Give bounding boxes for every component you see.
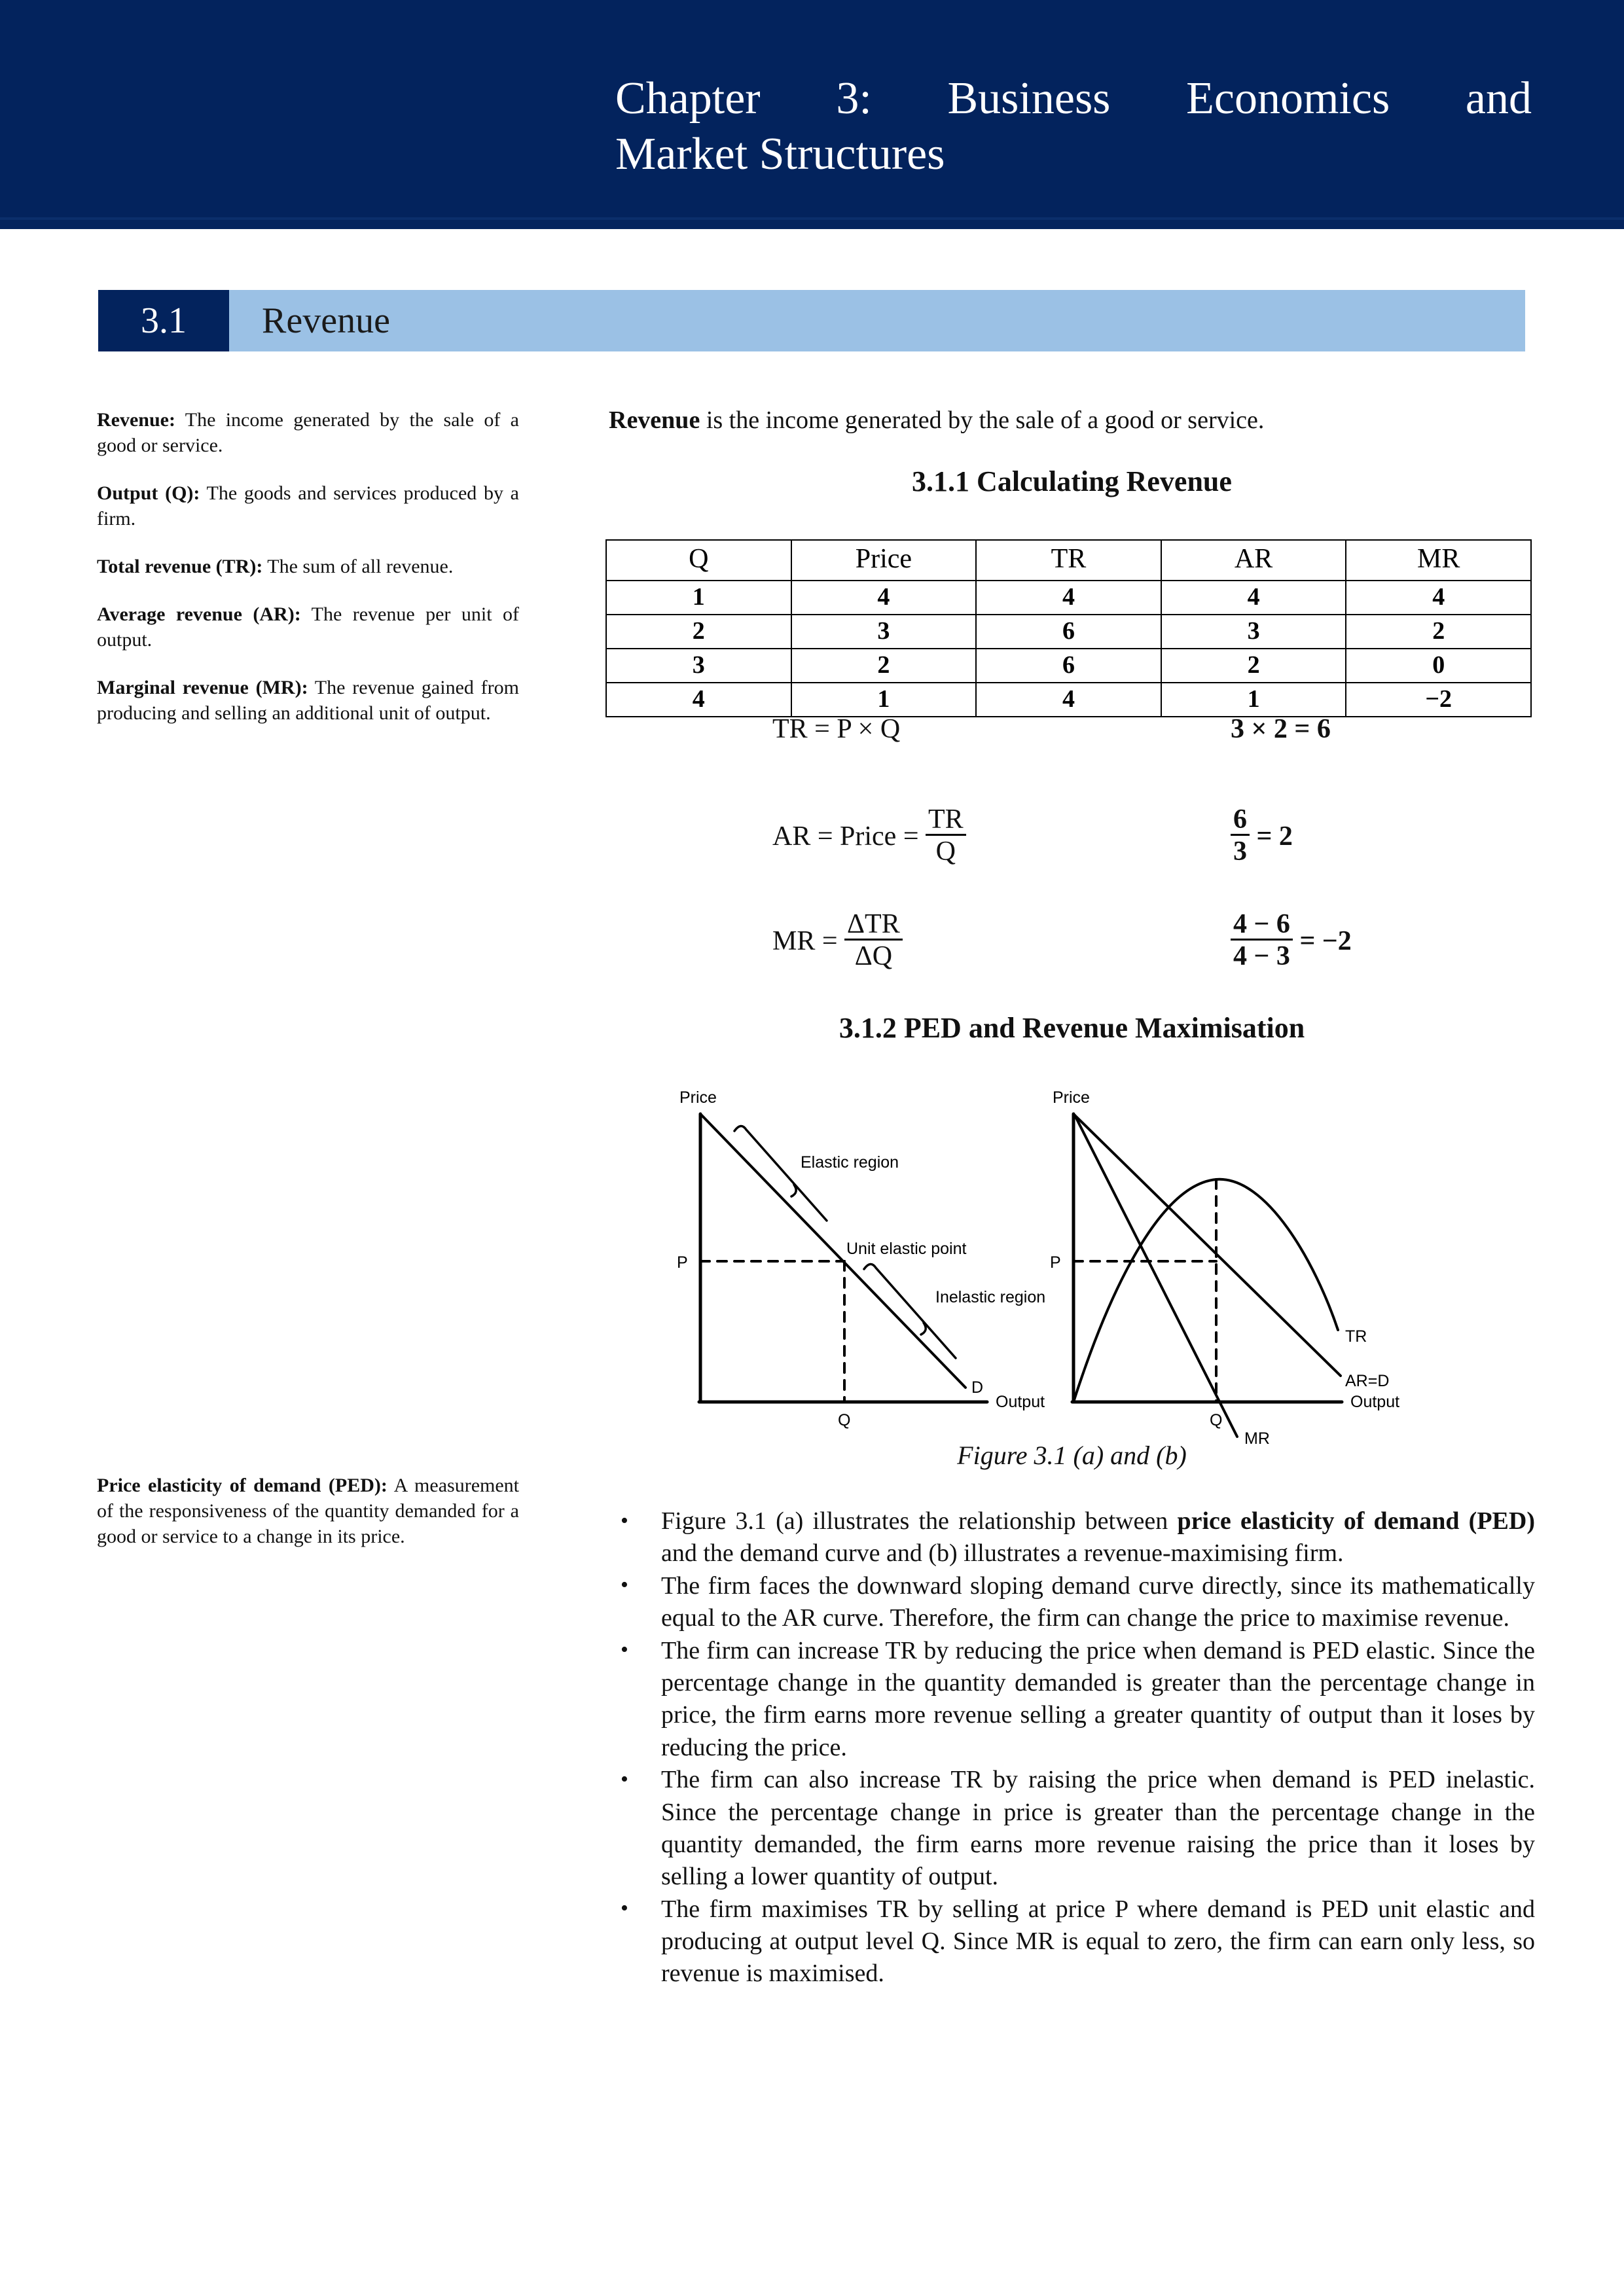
figure-svg: [622, 1080, 1440, 1446]
table-cell: 4: [1161, 581, 1346, 615]
definition-text: The sum of all revenue.: [262, 556, 454, 577]
definition-text: The revenue per unit of output.: [97, 603, 519, 651]
panel-b-tr-curve: [1074, 1179, 1338, 1402]
formula-mr-value-numerator: 4 − 6: [1231, 910, 1293, 941]
formula-mr-denominator: ΔQ: [854, 941, 893, 972]
chapter-title-line1: Chapter 3: Business Economics and: [615, 73, 1532, 124]
formula-mr-value-fraction: [1231, 910, 1293, 972]
formula-ar-value-fraction: [1231, 805, 1250, 867]
formula-ar-prefix: AR = Price =: [772, 821, 926, 852]
panel-a-elastic-brace: [734, 1126, 827, 1221]
table-row: [606, 683, 1531, 717]
panel-b-y-axis-label: Price: [1053, 1088, 1090, 1107]
table-cell: 1: [1161, 683, 1346, 717]
panel-a-inelastic-region-label: Inelastic region: [935, 1288, 1046, 1306]
table-row: [606, 581, 1531, 615]
definition-item: [97, 675, 519, 726]
panel-b-price-tick: P: [1050, 1253, 1061, 1272]
formula-ar-value-suffix: = 2: [1250, 821, 1293, 852]
definition-item: [97, 407, 519, 458]
bullet-item: [589, 1764, 1535, 1893]
formula-tr-right: 3 × 2 = 6: [1231, 714, 1331, 744]
bullet-list: [589, 1505, 1535, 1990]
panel-b-mr-curve: [1075, 1115, 1237, 1437]
table-cell: 4: [791, 581, 977, 615]
bullet-marker-icon: •: [621, 1767, 628, 1791]
intro-bold-term: Revenue: [609, 406, 700, 434]
formula-mr-value-suffix: = −2: [1292, 926, 1352, 956]
heading-calculating-revenue: 3.1.1 Calculating Revenue: [912, 465, 1232, 497]
definition-item: [97, 554, 519, 579]
panel-b-tr-label: TR: [1345, 1327, 1367, 1346]
bullet-text-segment: The firm faces the downward sloping demand curve directly, since its mathematically equal to the AR curve. Therefore, the firm can change the price to maximise revenue.: [661, 1571, 1535, 1632]
bullet-text-segment: The firm maximises TR by selling at price P where demand is PED unit elastic and producing at output level Q. Since MR is equal to zero, the firm can earn only less, so revenue is maximised.: [661, 1895, 1535, 1988]
panel-a-inelastic-brace: [864, 1264, 956, 1358]
bullet-text-segment: The firm can also increase TR by raising the price when demand is PED inelastic. Since the percentage change in price is greater than the percentage change in the quantity demanded, the firm earns more revenue raising the price than it loses by selling a lower quantity of output.: [661, 1766, 1535, 1891]
formula-ar-value-numerator: 6: [1231, 805, 1250, 836]
table-column-header: AR: [1161, 540, 1346, 581]
revenue-table: [605, 539, 1532, 717]
table-cell: 3: [791, 615, 977, 649]
formula-tr-left: TR = P × Q: [772, 714, 901, 744]
panel-a-unit-elastic-label: Unit elastic point: [846, 1240, 967, 1258]
formula-ar-numerator: TR: [926, 805, 966, 836]
table-cell: 2: [1161, 649, 1346, 683]
heading-ped-revenue-maximisation: 3.1.2 PED and Revenue Maximisation: [839, 1012, 1305, 1044]
section-bar: [98, 290, 1525, 351]
panel-a-y-axis-label: Price: [679, 1088, 717, 1107]
figure-caption: Figure 3.1 (a) and (b): [957, 1441, 1187, 1470]
panel-b-mr-label: MR: [1244, 1429, 1270, 1446]
table-header-row: [606, 540, 1531, 581]
bullet-marker-icon: •: [621, 1573, 628, 1598]
table-cell: 3: [1161, 615, 1346, 649]
table-column-header: Price: [791, 540, 977, 581]
intro-rest: is the income generated by the sale of a good or service.: [700, 406, 1265, 434]
table-cell: 3: [606, 649, 791, 683]
definition-term: Output (Q):: [97, 482, 200, 504]
definition-text: The revenue gained from producing and selling an additional unit of output.: [97, 677, 519, 724]
panel-a-elastic-brace-tick: [791, 1185, 796, 1196]
table-cell: 4: [1346, 581, 1531, 615]
bullet-item: [589, 1570, 1535, 1635]
definition-item: [97, 601, 519, 653]
bullet-text-segment: and the demand curve and (b) illustrates a revenue-maximising firm.: [661, 1539, 1344, 1568]
table-column-header: Q: [606, 540, 791, 581]
definition-term: Marginal revenue (MR):: [97, 677, 308, 698]
intro-sentence: [609, 406, 1535, 435]
table-cell: 1: [606, 581, 791, 615]
chapter-title-line2: Market Structures: [615, 129, 945, 180]
panel-a-demand-label: D: [971, 1378, 984, 1397]
table-cell: −2: [1346, 683, 1531, 717]
table-cell: 1: [791, 683, 977, 717]
formula-mr-numerator: ΔTR: [844, 910, 903, 941]
table-cell: 2: [1346, 615, 1531, 649]
figure-3-1: [622, 1080, 1440, 1446]
ped-term: Price elasticity of demand (PED):: [97, 1475, 388, 1496]
definition-term: Average revenue (AR):: [97, 603, 301, 625]
panel-b-x-axis-label: Output: [1350, 1393, 1400, 1411]
table-cell: 2: [606, 615, 791, 649]
panel-b-output-tick: Q: [1210, 1411, 1223, 1429]
bullet-text-segment: Figure 3.1 (a) illustrates the relationship between: [661, 1507, 1178, 1535]
panel-a-output-tick: Q: [838, 1411, 851, 1429]
definition-term: Total revenue (TR):: [97, 556, 263, 577]
formula-ar-value-denominator: 3: [1233, 836, 1247, 867]
header-rule: [0, 217, 1624, 220]
table-cell: 4: [976, 683, 1161, 717]
formula-mr-fraction: [844, 910, 903, 972]
table-column-header: MR: [1346, 540, 1531, 581]
formula-mr-left: [772, 910, 903, 972]
definition-term: Revenue:: [97, 409, 175, 431]
panel-b-ar-label: AR=D: [1345, 1372, 1390, 1390]
panel-a-x-axis-label: Output: [996, 1393, 1045, 1411]
bullet-marker-icon: •: [621, 1638, 628, 1662]
table-header: [606, 540, 1531, 581]
panel-a-price-tick: P: [677, 1253, 688, 1272]
bullet-item: [589, 1893, 1535, 1990]
table-row: [606, 615, 1531, 649]
table-cell: 0: [1346, 649, 1531, 683]
bullet-item: [589, 1635, 1535, 1765]
panel-a-inelastic-brace-tick: [921, 1323, 926, 1335]
formula-mr-right: [1231, 910, 1352, 972]
bullet-marker-icon: •: [621, 1896, 628, 1921]
formula-ar-left: [772, 805, 966, 867]
table-cell: 6: [976, 649, 1161, 683]
panel-a-elastic-region-label: Elastic region: [801, 1153, 899, 1172]
table-cell: 6: [976, 615, 1161, 649]
formula-ar-right: [1231, 805, 1293, 867]
table-cell: 2: [791, 649, 977, 683]
definitions-column: [97, 407, 519, 726]
formula-ar-denominator: Q: [935, 836, 956, 867]
bullet-item: [589, 1505, 1535, 1570]
definition-text: The goods and services produced by a firm.: [97, 482, 519, 529]
ped-definition: [97, 1473, 519, 1549]
chapter-title: [615, 71, 1532, 183]
formula-mr-value-denominator: 4 − 3: [1233, 941, 1290, 972]
panel-b-ar-curve: [1075, 1115, 1341, 1376]
definition-text: The income generated by the sale of a good or service.: [97, 409, 519, 456]
table-body: [606, 581, 1531, 717]
chapter-header-band: [0, 0, 1624, 229]
bullet-marker-icon: •: [621, 1508, 628, 1533]
bullet-text-segment: price elasticity of demand (PED): [1177, 1507, 1535, 1535]
table-column-header: TR: [976, 540, 1161, 581]
ped-text: A measurement of the responsiveness of the quantity demanded for a good or service to a change in its price.: [97, 1475, 519, 1547]
formula-ar-fraction: [926, 805, 966, 867]
section-title: Revenue: [229, 290, 1525, 351]
definition-item: [97, 480, 519, 531]
table-cell: 4: [976, 581, 1161, 615]
bullet-text-segment: The firm can increase TR by reducing the price when demand is PED elastic. Since the percentage change in the quantity demanded is greater than the percentage change in price, the firm earns more revenue selling a greater quantity of output than it loses by reducing the price.: [661, 1636, 1535, 1761]
section-number: 3.1: [98, 290, 229, 351]
table-cell: 4: [606, 683, 791, 717]
table-row: [606, 649, 1531, 683]
formula-mr-prefix: MR =: [772, 926, 845, 956]
